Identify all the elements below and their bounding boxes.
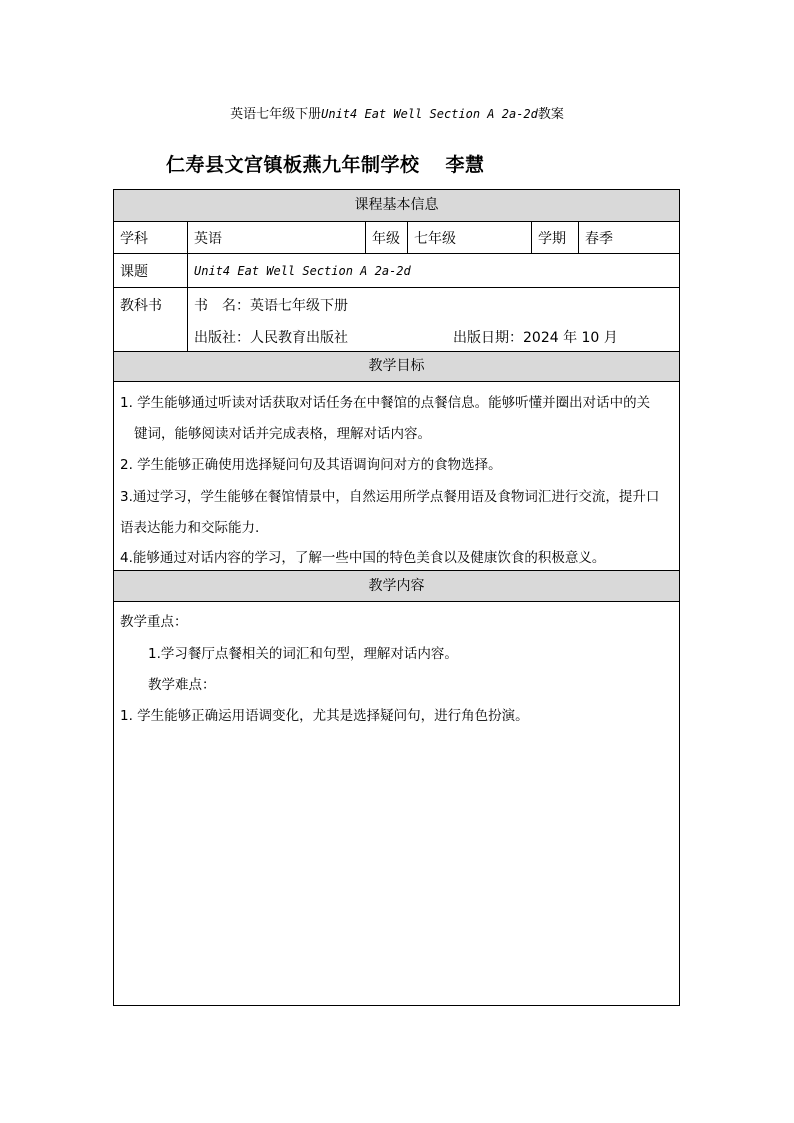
difficulty-title: 教学难点： [148, 677, 216, 693]
topic-value: Unit4 Eat Well Section A 2a-2d [194, 263, 411, 278]
difficulty-item: 1. 学生能够正确运用语调变化，尤其是选择疑问句，进行角色扮演。 [120, 708, 529, 724]
textbook-label: 教科书 [114, 288, 188, 351]
author-name: 李慧 [445, 154, 485, 176]
book-name: 书 名：英语七年级下册 [194, 298, 348, 314]
grade-label: 年级 [366, 222, 408, 253]
term-label: 学期 [532, 222, 579, 253]
lesson-table [113, 189, 680, 1006]
objective-1-cont: 键词，能够阅读对话并完成表格，理解对话内容。 [134, 426, 431, 442]
document-title [0, 103, 794, 122]
key-point-item: 1.学习餐厅点餐相关的词汇和句型，理解对话内容。 [148, 646, 458, 662]
title-prefix: 英语七年级下册 [230, 107, 322, 122]
key-points-title: 教学重点： [120, 614, 188, 630]
term-value: 春季 [585, 230, 613, 247]
objectives-header: 教学目标 [114, 352, 679, 382]
content-body [114, 602, 679, 1005]
school-line [166, 150, 485, 177]
content-header: 教学内容 [114, 571, 679, 602]
grade-value: 七年级 [408, 222, 532, 253]
title-suffix: 教案 [537, 107, 564, 122]
info-header: 课程基本信息 [114, 190, 679, 222]
objective-3-cont: 语表达能力和交际能力. [120, 520, 260, 536]
topic-label: 课题 [114, 254, 188, 287]
objective-4: 4.能够通过对话内容的学习，了解一些中国的特色美食以及健康饮食的积极意义。 [120, 550, 606, 566]
subject-row [114, 222, 679, 254]
subject-value: 英语 [188, 222, 366, 253]
subject-label: 学科 [114, 222, 188, 253]
publish-date: 出版日期：2024 年 10 月 [453, 330, 618, 346]
publisher: 出版社：人民教育出版社 [194, 330, 348, 346]
textbook-row [114, 288, 679, 352]
objectives-body [114, 382, 679, 571]
objective-1: 1. 学生能够通过听读对话获取对话任务在中餐馆的点餐信息。能够听懂并圈出对话中的关 [120, 395, 651, 411]
title-unit: Unit4 Eat Well Section A 2a-2d [321, 107, 538, 121]
textbook-details [188, 288, 679, 351]
school-name: 仁寿县文宫镇板燕九年制学校 [166, 154, 420, 176]
topic-row [114, 254, 679, 288]
objective-2: 2. 学生能够正确使用选择疑问句及其语调询问对方的食物选择。 [120, 457, 502, 473]
objective-3: 3.通过学习，学生能够在餐馆情景中，自然运用所学点餐用语及食物词汇进行交流，提升口 [120, 489, 660, 505]
